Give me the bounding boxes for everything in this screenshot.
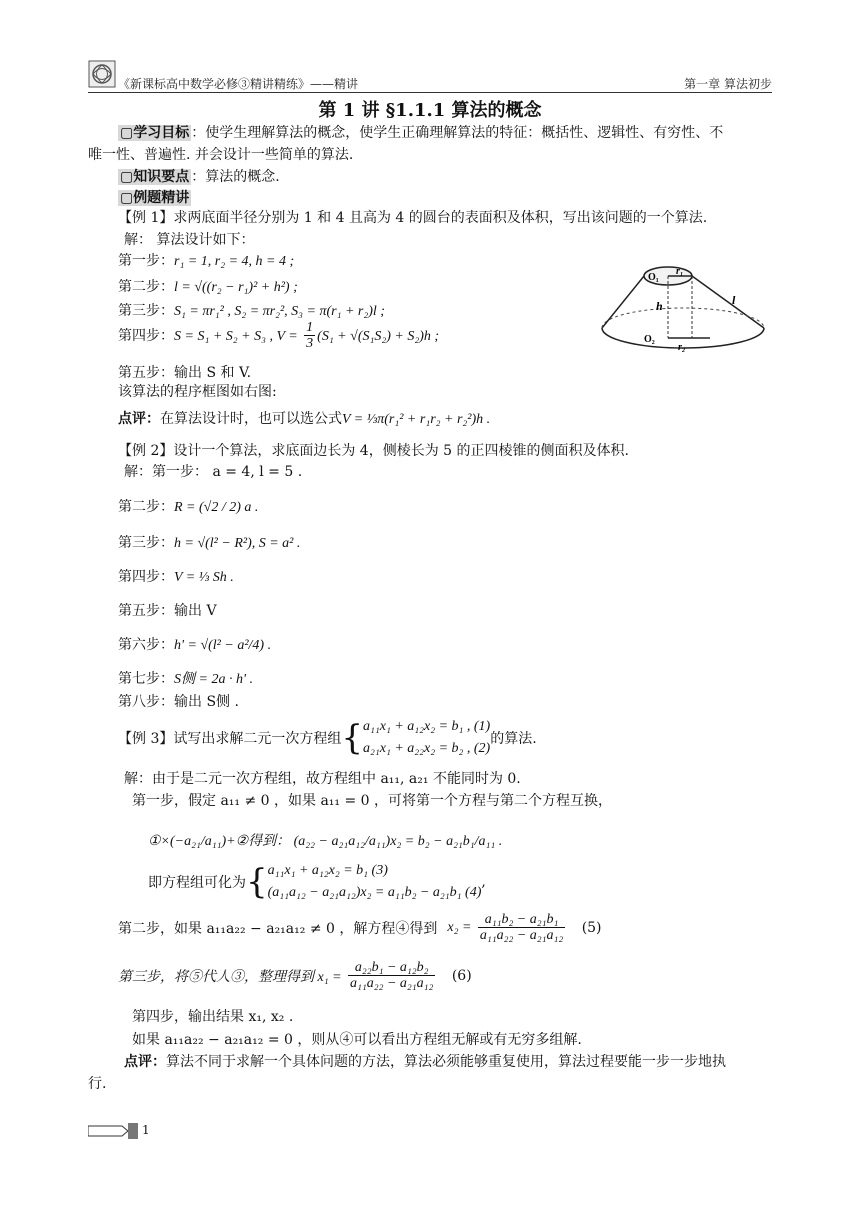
ex1-step2: 第二步：l = √((r₂ − r₁)² + h²) ; (118, 279, 298, 295)
label-l: l (732, 293, 736, 307)
ex3-eq1: a₁₁x₁ + a₁₂x₂ = b₁ , (1) (363, 719, 491, 734)
ex3-st2: 第二步，如果 a₁₁a₂₂ − a₂₁a₁₂ ≠ 0 ，解方程④得到 x₂ = $\frac{\text{a₁₁b₂ − a₂₁b₁}}{\text{a₁₁a₂₂ − a₂₁a₁₂}}$ (5) (118, 912, 602, 944)
ex3-eq2: a₂₁x₁ + a₂₂x₂ = b₂ , (2) (363, 741, 491, 756)
examples-line (118, 187, 191, 207)
ex1-question: 求两底面半径分别为 1 和 4 且高为 4 的圆台的表面积及体积，写出该问题的一个算法. (173, 210, 708, 226)
key-line (118, 166, 280, 186)
goal-line-1 (118, 122, 723, 142)
ornament-logo-icon (88, 60, 116, 88)
ex2-s1: 解：第一步： a = 4, l = 5 . (124, 464, 303, 480)
footer-arrow-icon (88, 1123, 138, 1143)
label-r1: r₁ (676, 266, 684, 277)
key-label: ▢知识要点 (120, 169, 190, 185)
goal-label: ▢学习目标 (120, 125, 190, 141)
ex1-step3: 第三步：S₁ = πr₁² , S₂ = πr₂², S₃ = π(r₁ + r₂)l ; (118, 303, 385, 319)
ex1-step5: 第五步：输出 S 和 V. (118, 365, 252, 381)
label-o2: O₂ (644, 334, 655, 345)
header-book-title: 《新课标高中数学必修③精讲精练》——精讲 (118, 77, 359, 91)
goal-text-2: 唯一性、普遍性. 并会设计一些简单的算法. (88, 147, 354, 163)
ex1-step1: 第一步：r₁ = 1, r₂ = 4, h = 4 ; (118, 253, 295, 269)
frustum-diagram (598, 258, 770, 356)
ex2-s7: 第七步：S侧 = 2a · h' . (118, 671, 253, 687)
ex3-comment-1: 点评：算法不同于求解一个具体问题的方法，算法必须能够重复使用，算法过程要能一步一步地执 (124, 1054, 726, 1070)
ex1-tag: 【例 1】 (118, 210, 174, 226)
frustum-figure (598, 258, 770, 356)
ex3-st3: 第三步，将⑤代人③，整理得到 x₁ = $\frac{\text{a₂₂b₁ − a₁₂b₂}}{\text{a₁₁a₂₂ − a₂₁a₁₂}}$ (6) (118, 960, 472, 992)
ex2-s3: 第三步：h = √(l² − R²), S = a² . (118, 535, 301, 551)
label-r2: r₂ (678, 342, 686, 353)
goal-text-1: ：使学生理解算法的概念，使学生正确理解算法的特征：概括性、逻辑性、有穷性、不 (191, 125, 724, 141)
ex3-st4: 第四步，输出结果 x₁, x₂ . (132, 1009, 294, 1025)
ex1-comment: 点评：在算法设计时，也可以选公式V = ⅓π(r₁² + r₁r₂ + r₂²)h . (118, 411, 491, 427)
ex1-step4: 第四步：S = S₁ + S₂ + S₃ , V = $\frac{1}{3}$ (S₁ + √(S₁S₂) + S₂)h ; (118, 320, 440, 352)
ex3-note: 如果 a₁₁a₂₂ − a₂₁a₁₂ = 0 ，则从④可以看出方程组无解或有无穷多组解. (132, 1032, 582, 1048)
header-logo (88, 60, 116, 88)
ex2-s6: 第六步：h' = √(l² − a²/4) . (118, 637, 272, 653)
ex3-sys: 即方程组可化为{ a₁₁x₁ + a₁₂x₂ = b₁ (3) (a₁₁a₁₂ − a₂₁a₁₂)x₂ = a₁₁b₂ − a₂₁b₁ (4) , (148, 862, 486, 902)
ex3-comment-2: 行. (88, 1076, 107, 1092)
ex2-question-line: 【例 2】设计一个算法，求底面边长为 4，侧棱长为 5 的正四棱锥的侧面积及体积. (118, 443, 629, 459)
footer-page-number: 1 (142, 1123, 150, 1137)
ex1-flow-note: 该算法的程序框图如右图: (118, 384, 277, 400)
ex3-op: ①×(−a₂₁/a₁₁)+②得到： (a₂₂ − a₂₁a₁₂/a₁₁)x₂ = b₂ − a₂₁b₁/a₁₁ . (148, 834, 503, 849)
one-third-fraction: $\frac{1}{3}$ (306, 320, 314, 352)
ex1-question-line (118, 207, 707, 227)
examples-label: ▢例题精讲 (120, 190, 190, 206)
header-rule (88, 92, 772, 93)
ex2-s8: 第八步：输出 S侧 . (118, 694, 239, 710)
key-text: ：算法的概念. (191, 169, 280, 185)
ex1-answer-intro: 解： 算法设计如下： (124, 232, 255, 248)
ex3-sol: 解：由于是二元一次方程组，故方程组中 a₁₁, a₂₁ 不能同时为 0. (124, 771, 521, 787)
page-title: 第 1 讲 §1.1.1 算法的概念 (318, 100, 542, 121)
ex3-st1: 第一步，假定 a₁₁ ≠ 0 ，如果 a₁₁ = 0 ，可将第一个方程与第二个方程互换， (132, 793, 613, 809)
label-o1: O₁ (648, 272, 659, 283)
ex2-s5: 第五步：输出 V (118, 603, 217, 619)
ex2-s2: 第二步：R = (√2 / 2) a . (118, 499, 259, 515)
ex3-question-line: 【例 3】试写出求解二元一次方程组{ a₁₁x₁ + a₁₂x₂ = b₁ , (1) a₂₁x₁ + a₂₂x₂ = b₂ , (2) 的算法. (118, 718, 537, 758)
header-chapter: 第一章 算法初步 (684, 77, 772, 91)
ex2-s4: 第四步：V = ⅓ Sh . (118, 569, 234, 585)
label-h: h (656, 299, 663, 313)
